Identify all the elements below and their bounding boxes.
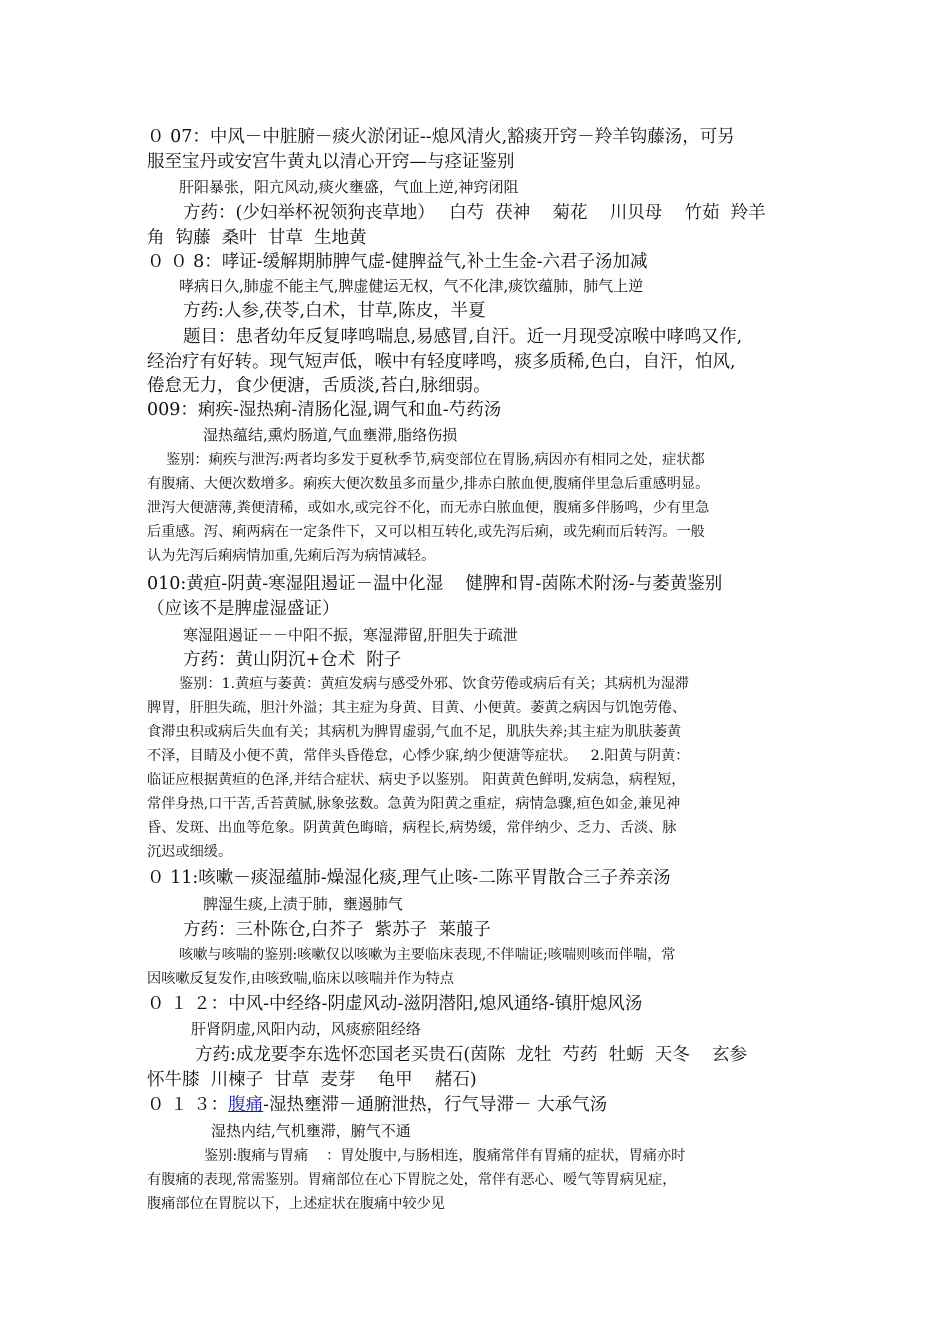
entry-009-differential-cont: 有腹痛、大便次数增多。痢疾大便次数虽多而量少,排赤白脓血便,腹痛伴里急后重感明显。 [147,476,710,492]
entry-008-formula: 方药:人参,茯苓,白术，甘草,陈皮，半夏 [183,301,486,321]
entry-007-pathogenesis: 肝阳暴张，阳亢风动,痰火壅盛，气血上逆,神窍闭阻 [179,178,519,196]
abdominal-pain-link[interactable]: 腹痛 [228,1095,264,1115]
entry-011-pathogenesis: 脾湿生痰,上渍于肺，壅遏肺气 [203,895,403,913]
entry-010-note: （应该不是脾虚湿盛证） [147,599,340,619]
entry-007-formula-cont: 角 钩藤 桑叶 甘草 生地黄 [147,228,367,248]
entry-009-pathogenesis: 湿热蕴结,熏灼肠道,气血壅滞,脂络伤损 [203,426,458,444]
entry-009-heading: 009：痢疾-湿热痢-清肠化湿,调气和血-芍药汤 [147,400,502,420]
entry-009-differential-cont: 后重感。泻、痢两病在一定条件下，又可以相互转化,或先泻后痢，或先痢而后转泻。一般 [147,524,705,540]
entry-012-formula-cont: 怀牛膝 川楝子 甘草 麦芽 龟甲 赭石) [147,1070,477,1090]
entry-007-heading-cont: 服至宝丹或安宫牛黄丸以清心开窍—与痉证鉴别 [147,152,515,172]
entry-009-differential-cont: 认为先泻后痢病情加重,先痢后泻为病情减轻。 [147,548,436,564]
entry-011-differential-cont: 因咳嗽反复发作,由咳致喘,临床以咳喘并作为特点 [147,971,454,987]
entry-008-question-cont: 倦怠无力，食少便溏，舌质淡,苔白,脉细弱。 [147,376,491,396]
entry-010-differential-cont: 昏、发斑、出血等危象。阴黄黄色晦暗，病程长,病势缓，常伴纳少、乏力、舌淡、脉 [147,820,677,836]
entry-013-number: ０ １ ３： [147,1095,229,1115]
entry-012-heading: ０ １ ２：中风-中经络-阴虚风动-滋阴潜阳,熄风通络-镇肝熄风汤 [147,994,643,1014]
entry-013-heading-rest: -湿热壅滞－通腑泄热，行气导滞－ 大承气汤 [263,1095,608,1115]
entry-010-differential-cont: 常伴身热,口干苦,舌苔黄腻,脉象弦数。急黄为阳黄之重症，病情急骤,疸色如金,兼见神 [147,796,681,812]
entry-007-formula: 方药：(少妇举杯祝领狗丧草地） 白芍 茯神 菊花 川贝母 竹茹 羚羊 [183,203,766,223]
entry-010-differential-cont: 不泽，目睛及小便不黄，常伴头昏倦怠，心悸少寐,纳少便溏等症状。 2.阳黄与阴黄： [147,748,690,764]
entry-010-differential-cont: 沉迟或细缓。 [147,844,233,860]
entry-011-formula: 方药：三朴陈仓,白芥子 紫苏子 莱菔子 [183,920,491,940]
entry-010-differential-cont: 食滞虫积或病后失血有关；其病机为脾胃虚弱,气血不足，肌肤失养;其主症为肌肤萎黄 [147,724,682,740]
entry-010-differential: 鉴别：1.黄疸与萎黄：黄疸发病与感受外邪、饮食劳倦或病后有关；其病机为湿滞 [179,676,690,692]
entry-007-heading: ０ 07：中风－中脏腑－痰火淤闭证--熄风清火,豁痰开窍－羚羊钩藤汤，可另 [147,127,735,147]
entry-011-differential: 咳嗽与咳喘的鉴别:咳嗽仅以咳嗽为主要临床表现,不伴喘证;咳喘则咳而伴喘，常 [179,947,676,963]
entry-013-heading [147,1097,607,1115]
entry-009-differential-cont: 泄泻大便溏薄,粪便清稀，或如水,或完谷不化，而无赤白脓血便，腹痛多伴肠鸣，少有里急 [147,500,710,516]
entry-012-pathogenesis: 肝肾阴虚,风阳内动，风痰瘀阻经络 [191,1020,421,1038]
entry-008-question: 题目：患者幼年反复哮鸣喘息,易感冒,自汗。近一月现受凉喉中哮鸣又作, [183,327,743,347]
entry-010-heading: 010:黄疸-阴黄-寒湿阻遏证－温中化湿 健脾和胃-茵陈术附汤-与萎黄鉴别 [147,574,723,594]
entry-008-heading: ０ ０ 8：哮证-缓解期肺脾气虚-健脾益气,补土生金-六君子汤加减 [147,252,648,272]
entry-009-differential: 鉴别：痢疾与泄泻:两者均多发于夏秋季节,病变部位在胃肠,病因亦有相同之处，症状都 [166,452,705,468]
entry-008-pathogenesis: 哮病日久,肺虚不能主气,脾虚健运无权，气不化津,痰饮蕴肺，肺气上逆 [179,277,644,295]
entry-010-formula: 方药：黄山阴沉+仓术 附子 [183,650,402,670]
entry-013-differential-cont: 腹痛部位在胃脘以下，上述症状在腹痛中较少见 [147,1196,445,1212]
entry-012-formula: 方药:成龙要李东选怀恋国老买贵石(茵陈 龙牡 芍药 牡蛎 天冬 玄参 [195,1045,747,1065]
entry-010-differential-cont: 临证应根据黄疸的色泽,并结合症状、病史予以鉴别。 阳黄黄色鲜明,发病急，病程短， [147,772,686,788]
entry-013-differential: 鉴别:腹痛与胃痛 ：胃处腹中,与肠相连，腹痛常伴有胃痛的症状，胃痛亦时 [204,1148,686,1164]
entry-013-differential-cont: 有腹痛的表现,常需鉴别。胃痛部位在心下胃脘之处，常伴有恶心、嗳气等胃病见症， [147,1172,677,1188]
entry-008-question-cont: 经治疗有好转。现气短声低，喉中有轻度哮鸣，痰多质稀,色白，自汗，怕风, [147,352,736,372]
entry-011-heading: ０ 11:咳嗽－痰湿蕴肺-燥湿化痰,理气止咳-二陈平胃散合三子养亲汤 [147,868,671,888]
entry-010-differential-cont: 脾胃，肝胆失疏，胆汁外溢；其主症为身黄、目黄、小便黄。萎黄之病因与饥饱劳倦、 [147,700,687,716]
entry-010-pathogenesis: 寒湿阻遏证－－中阳不振，寒湿滞留,肝胆失于疏泄 [183,626,518,644]
entry-013-pathogenesis: 湿热内结,气机壅滞，腑气不通 [211,1122,411,1140]
